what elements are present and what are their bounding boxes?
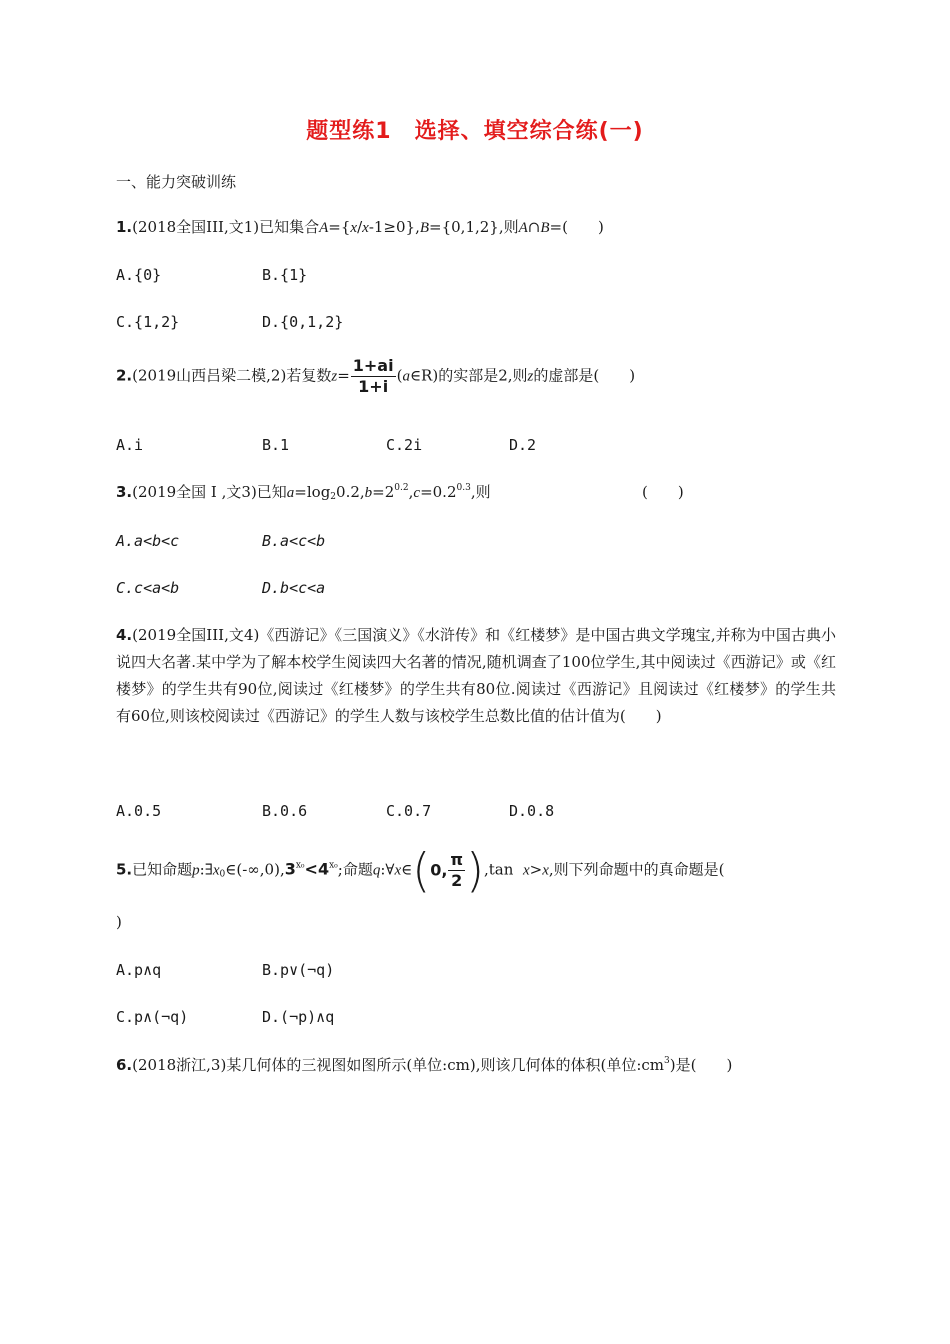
question-number: 5. xyxy=(116,860,133,879)
section-heading: 一、能力突破训练 xyxy=(116,173,237,191)
fraction-numerator: 1+ai xyxy=(352,356,394,375)
superscript: 0.2 xyxy=(394,483,409,493)
question-6 xyxy=(116,1055,732,1075)
option-b: B.0.6 xyxy=(262,802,308,820)
option-a: A.i xyxy=(116,436,144,454)
question-text: ∈R)的实部是2,则 xyxy=(409,366,528,385)
math-var: x xyxy=(350,220,358,236)
subscript: 2 xyxy=(330,492,337,502)
math-base: 4 xyxy=(317,859,330,879)
question-text: )是( ) xyxy=(669,1056,733,1074)
question-5 xyxy=(116,843,725,898)
question-text: (2019全国III,文4)《西游记》《三国演义》《水浒传》和《红楼梦》是中国古典文学瑰宝,并称为中国古典小说四大名著.某中学为了解本校学生阅读四大名著的情况,随机调查了100位学生,其中阅读过《西游记》或《红楼梦》的学生共有90位,阅读过《红楼梦》的学生共有80位.阅读过《西游记》且阅读过《红楼梦》的学生共有60位,则该校阅读过《西游记》的学生人数与该校学生总数比值的估计值为( ) xyxy=(116,626,836,725)
open-paren: ( xyxy=(412,843,431,898)
question-number: 6. xyxy=(116,1056,133,1074)
question-3 xyxy=(116,482,491,503)
math-var: A xyxy=(319,220,329,236)
fraction-denominator: 2 xyxy=(451,871,463,890)
subscript: 0 xyxy=(219,869,226,880)
math-var: z xyxy=(527,368,534,385)
math-var: a xyxy=(402,368,410,385)
math-var: x xyxy=(362,220,369,236)
option-a: A.p∧q xyxy=(116,961,162,979)
question-text: ,则下列命题中的真命题是( xyxy=(548,860,725,879)
math-op: < xyxy=(304,859,318,879)
question-4 xyxy=(116,622,836,730)
question-text: :∀ xyxy=(380,860,395,879)
question-text: (2018浙江,3)某几何体的三视图如图所示(单位:cm),则该几何体的体积(单位:cm xyxy=(132,1056,665,1074)
question-text: -1≥0}, xyxy=(368,218,420,236)
question-number: 1. xyxy=(116,218,133,236)
question-text: 已知命题 xyxy=(132,860,193,879)
question-text: (2019全国 I ,文3)已知 xyxy=(132,483,287,501)
superscript: x₀ xyxy=(295,860,305,871)
question-text: ,则 xyxy=(470,483,491,501)
math-var: x xyxy=(394,862,402,879)
question-2 xyxy=(116,358,635,395)
superscript: x₀ xyxy=(329,860,338,871)
question-text: =( ) xyxy=(549,218,604,236)
question-text: ={ xyxy=(328,218,351,236)
math-var: q xyxy=(372,862,381,879)
option-c: C.2i xyxy=(386,436,423,454)
question-number: 4. xyxy=(116,626,133,644)
superscript: 0.3 xyxy=(456,483,471,493)
question-5-close: ) xyxy=(116,913,122,931)
option-b: B.{1} xyxy=(262,266,308,284)
math-var: b xyxy=(364,485,373,501)
question-text: ={0,1,2},则 xyxy=(429,218,519,236)
question-text: (2019山西吕梁二模,2)若复数 xyxy=(132,366,332,385)
question-text: = xyxy=(337,366,350,385)
option-b: B.p∨(¬q) xyxy=(262,961,335,979)
fraction-numerator: π xyxy=(450,850,464,869)
question-text: ;命题 xyxy=(337,860,373,879)
option-d: D.b<c<a xyxy=(262,579,326,597)
question-text: =2 xyxy=(372,483,395,501)
math-var: x xyxy=(522,862,530,879)
close-paren: ) xyxy=(466,843,485,898)
fraction xyxy=(448,852,465,889)
answer-paren: ( ) xyxy=(642,483,684,501)
option-b: B.a<c<b xyxy=(262,532,326,550)
math-var: B xyxy=(419,220,430,236)
math-var: x xyxy=(212,862,220,879)
question-text: ( xyxy=(396,366,403,385)
question-number: 2. xyxy=(116,366,133,385)
question-text: ,tan xyxy=(484,860,514,879)
question-text: ∩ xyxy=(527,218,541,236)
math-base: 3 xyxy=(284,859,296,879)
option-a: A.{0} xyxy=(116,266,162,284)
math-var: z xyxy=(331,368,338,385)
page-title: 题型练1 选择、填空综合练(一) xyxy=(306,119,644,144)
question-text: / xyxy=(357,218,363,236)
question-text: =log xyxy=(294,483,331,501)
option-a: A.0.5 xyxy=(116,802,162,820)
question-text: ∈(-∞,0), xyxy=(225,860,285,879)
question-text: ∈ xyxy=(401,860,413,879)
option-c: C.0.7 xyxy=(386,802,432,820)
math-var: B xyxy=(540,220,550,236)
fraction-denominator: 1+i xyxy=(358,377,389,396)
option-d: D.(¬p)∧q xyxy=(262,1008,335,1026)
math-var: A xyxy=(518,220,528,236)
fraction xyxy=(351,358,396,395)
math-var: c xyxy=(413,485,421,501)
question-text: 的虚部是( ) xyxy=(533,366,636,385)
interval-start: 0, xyxy=(430,860,448,880)
option-c: C.p∧(¬q) xyxy=(116,1008,189,1026)
question-text: > xyxy=(529,860,543,879)
interval xyxy=(412,843,485,898)
question-text: , xyxy=(408,483,414,501)
option-a: A.a<b<c xyxy=(116,532,180,550)
question-text: =0.2 xyxy=(420,483,457,501)
math-var: x xyxy=(542,862,549,879)
question-text: (2018全国III,文1)已知集合 xyxy=(132,218,320,236)
option-d: D.{0,1,2} xyxy=(262,313,344,331)
option-c: C.{1,2} xyxy=(116,313,180,331)
option-d: D.2 xyxy=(509,436,537,454)
question-text: :∃ xyxy=(199,860,213,879)
option-b: B.1 xyxy=(262,436,290,454)
option-d: D.0.8 xyxy=(509,802,555,820)
math-var: p xyxy=(192,862,200,879)
question-number: 3. xyxy=(116,483,133,501)
option-c: C.c<a<b xyxy=(116,579,180,597)
superscript: 3 xyxy=(664,1056,670,1066)
question-text: 0.2, xyxy=(336,483,365,501)
math-var: a xyxy=(286,485,295,501)
question-1 xyxy=(116,217,604,238)
